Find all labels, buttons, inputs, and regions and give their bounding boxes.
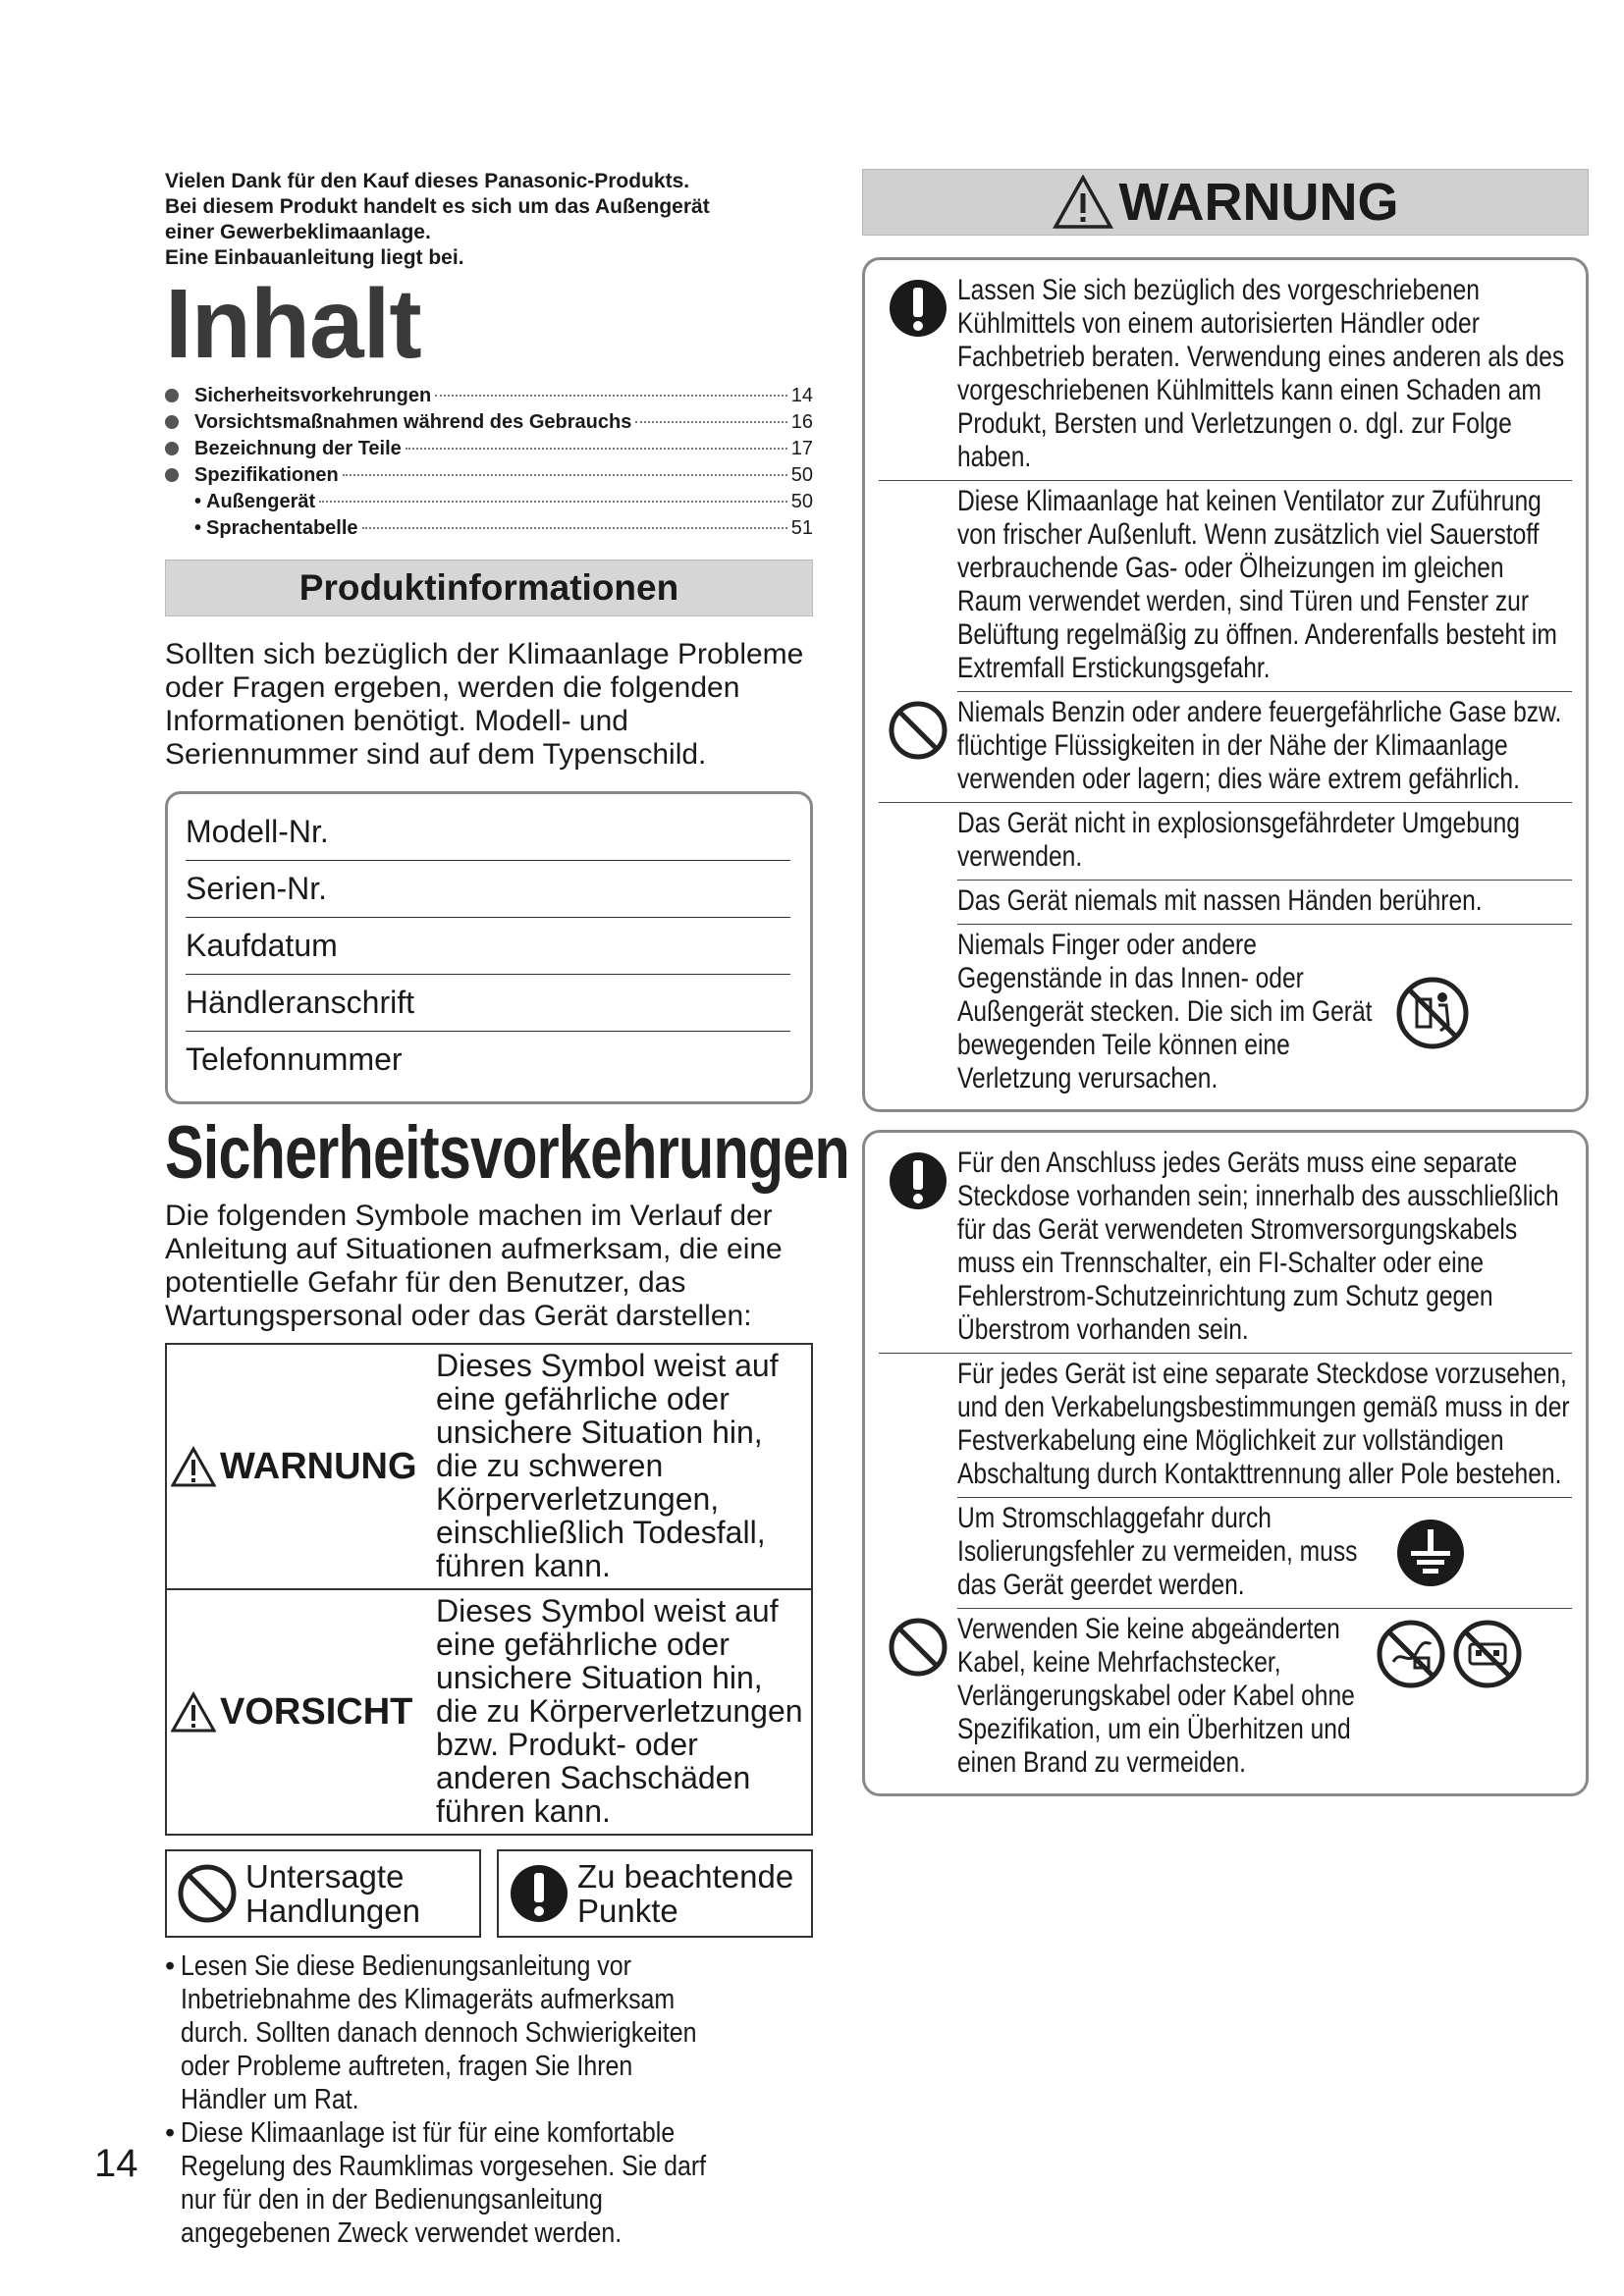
warning-item: Verwenden Sie keine abgeänderten Kabel, keine Mehrfachstecker, Verlängerungskabel oder Kabel ohne Spezifikation, um ein Überhitzen und einen Brand zu vermeiden. [879,1609,1572,1786]
warning-item: Lassen Sie sich bezüglich des vorgeschriebenen Kühlmittels von einem autorisierten Händler oder Fachbetrieb beraten. Verwendung eines anderen als des vorgeschriebenen Kühlmittels kann einen Schaden am Produkt, Bersten und Verletzungen o. dgl. zur Folge haben. [879,270,1572,481]
intro-line: Eine Einbauanleitung liegt bei. [165,246,464,269]
caution-symbol [167,1590,436,1834]
warning-triangle-icon [1053,175,1113,230]
field-dealer-address[interactable]: Händleranschrift [186,975,790,1032]
prohibited-icon [177,1863,238,1924]
legend-forbidden [165,1849,481,1938]
legend-attention [497,1849,813,1938]
warning-item: Das Gerät niemals mit nassen Händen berühren. [957,881,1572,925]
toc-label: • Sprachentabelle [206,517,358,539]
warning-item: Für den Anschluss jedes Geräts muss eine separate Steckdose vorhanden sein; innerhalb des ausschließlich für das Gerät verwendeten Stromversorgungskabels muss ein Trennschalter, ein FI-Schalter oder eine Fehlerstrom-Schutzeinrichtung zum Schutz gegen Überstrom vorhanden sein. [879,1143,1572,1354]
warning-item: Für jedes Gerät ist eine separate Steckdose vorzusehen, und den Verkabelungsbestimmungen gemäß muss in der Festverkabelung eine Möglichkeit zur vollständigen Abschaltung durch Kontakttrennung aller Pole bestehen. [957,1354,1572,1498]
caution-triangle-icon [171,1691,216,1733]
page-number: 14 [94,2142,138,2185]
toc-label: Spezifikationen [194,464,339,486]
toc-item[interactable] [165,411,813,438]
toc-page: 17 [790,438,813,459]
toc-label: Sicherheitsvorkehrungen [194,385,432,406]
symbol-table [165,1343,813,1836]
toc-page: 50 [790,491,813,512]
warning-panel-2 [862,1130,1589,1796]
warning-header [862,169,1589,236]
bullet-icon [165,415,179,429]
symbol-row-warning [167,1345,811,1590]
toc-page: 51 [790,517,813,539]
field-serial-number[interactable]: Serien-Nr. [186,861,790,918]
warning-item: Diese Klimaanlage hat keinen Ventilator zur Zuführung von frischer Außenluft. Wenn zusätzlich viel Sauerstoff verbrauchende Gas- oder Ölheizungen im gleichen Raum verwendet werden, sind Türen und Fenster zur Belüftung regelmäßig zu öffnen. Anderenfalls besteht im Extremfall Erstickungsgefahr. [957,481,1572,692]
toc-label: Bezeichnung der Teile [194,438,402,459]
right-column [862,169,1589,1814]
intro-text [165,169,813,271]
toc-label: • Außengerät [206,491,316,512]
list-item: • Diese Klimaanlage ist für für eine komfortable Regelung des Raumklimas vorgesehen. Sie darf nur für den in der Bedienungsanleitung angegebenen Zweck verwendet werden. [165,2117,707,2249]
field-model-number[interactable]: Modell-Nr. [186,804,790,861]
safety-notes [165,1949,813,2250]
mandatory-action-icon [888,1150,948,1211]
intro-line: einer Gewerbeklimaanlage. [165,221,431,243]
warning-panel-1 [862,257,1589,1112]
no-fingers-in-unit-icon [1395,976,1470,1050]
no-multi-plug-icon [1452,1619,1523,1689]
toc-subitem[interactable] [165,491,813,517]
ground-earth-icon [1395,1518,1466,1588]
safety-intro: Die folgenden Symbole machen im Verlauf der Anleitung auf Situationen aufmerksam, die eine potentielle Gefahr für den Benutzer, das Wartungspersonal oder das Gerät darstellen: [165,1200,783,1332]
intro-line: Vielen Dank für den Kauf dieses Panasonic-Produkts. [165,170,690,192]
list-item: • Lesen Sie diese Bedienungsanleitung vor Inbetriebnahme des Klimageräts aufmerksam durch. Sollten danach dennoch Schwierigkeiten oder Probleme auftreten, fragen Sie Ihren Händler um Rat. [165,1950,697,2115]
toc-label: Vorsichtsmaßnahmen während des Gebrauchs [194,411,632,433]
no-modified-cable-icon [1376,1619,1446,1689]
caution-label: VORSICHT [220,1690,413,1733]
field-phone-number[interactable]: Telefonnummer [186,1041,403,1077]
prohibited-icon [888,700,948,761]
warning-label: WARNUNG [220,1445,417,1487]
field-purchase-date[interactable]: Kaufdatum [186,918,790,975]
toc-item[interactable] [165,385,813,411]
warning-item: Niemals Finger oder andere Gegenstände in das Innen- oder Außengerät stecken. Die sich im Gerät bewegenden Teile können eine Verletzung verursachen. [957,925,1572,1101]
contents-title: Inhalt [165,269,421,379]
warning-item: Niemals Benzin oder andere feuergefährliche Gase bzw. flüchtige Flüssigkeiten in der Nähe der Klimaanlage verwenden oder lagern; dies wäre extrem gefährlich. [879,692,1572,803]
mandatory-action-icon [509,1863,569,1924]
warning-item: Um Stromschlaggefahr durch Isolierungsfehler zu vermeiden, muss das Gerät geerdet werden. [957,1498,1572,1609]
left-column [165,169,849,2250]
toc-subitem[interactable] [165,517,813,544]
symbol-legend [165,1849,813,1938]
toc-item[interactable] [165,464,813,491]
table-of-contents [165,385,813,544]
intro-line: Bei diesem Produkt handelt es sich um das Außengerät [165,195,710,218]
product-info-form [165,791,813,1104]
symbol-row-caution [167,1590,811,1834]
legend-forbidden-label: Untersagte Handlungen [245,1858,420,1929]
toc-item[interactable] [165,438,813,464]
legend-attention-label: Zu beachtende Punkte [577,1858,794,1929]
mandatory-action-icon [888,278,948,339]
toc-page: 14 [790,385,813,406]
product-info-title: Produktinformationen [165,560,813,616]
toc-page: 50 [790,464,813,486]
bullet-icon [165,468,179,482]
warning-symbol [167,1345,436,1588]
caution-description: Dieses Symbol weist auf eine gefährliche oder unsichere Situation hin, die zu Körperverletzungen bzw. Produkt- oder anderen Sachschäden führen kann. [436,1593,803,1829]
warning-item: Das Gerät nicht in explosionsgefährdeter Umgebung verwenden. [957,803,1572,881]
safety-heading: Sicherheitsvorkehrungen [165,1111,849,1195]
toc-page: 16 [790,411,813,433]
prohibited-icon [888,1617,948,1678]
bullet-icon [165,442,179,455]
bullet-icon [165,389,179,402]
product-info-text: Sollten sich bezüglich der Klimaanlage Probleme oder Fragen ergeben, werden die folgenden Informationen benötigt. Modell- und Seriennummer sind auf dem Typenschild. [165,638,804,771]
warning-description: Dieses Symbol weist auf eine gefährliche oder unsichere Situation hin, die zu schweren Körperverletzungen, einschließlich Todesfall, führen kann. [436,1348,779,1583]
warning-header-label: WARNUNG [1118,173,1399,232]
warning-triangle-icon [171,1446,216,1487]
